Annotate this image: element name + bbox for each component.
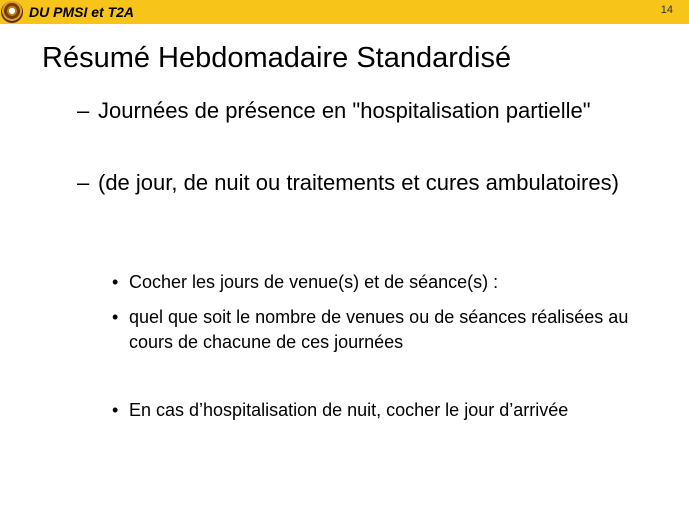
bullet-marker: •	[112, 307, 119, 327]
header-bar	[0, 0, 689, 24]
bullet-marker: •	[112, 272, 119, 292]
bullet-item-1	[112, 270, 657, 295]
slide-number: 14	[660, 4, 673, 16]
bullet-marker: •	[112, 400, 119, 420]
dash-marker: –	[77, 98, 90, 123]
dash-marker: –	[77, 170, 90, 195]
bullet-item-text: Cocher les jours de venue(s) et de séance(s) :	[129, 272, 499, 292]
dash-item-text: Journées de présence en "hospitalisation partielle"	[98, 98, 591, 123]
university-seal-icon	[1, 1, 23, 23]
bullet-item-text: quel que soit le nombre de venues ou de séances réalisées au cours de chacune de ces journées	[129, 307, 629, 352]
dash-item-2	[77, 168, 657, 198]
dash-item-text: (de jour, de nuit ou traitements et cures ambulatoires)	[98, 170, 619, 195]
bullet-item-3	[112, 398, 657, 423]
course-title: DU PMSI et T2A	[29, 4, 135, 20]
bullet-item-2	[112, 305, 657, 355]
bullet-item-text: En cas d’hospitalisation de nuit, cocher le jour d’arrivée	[129, 400, 569, 420]
slide-title: Résumé Hebdomadaire Standardisé	[42, 42, 512, 74]
dash-item-1	[77, 96, 657, 126]
